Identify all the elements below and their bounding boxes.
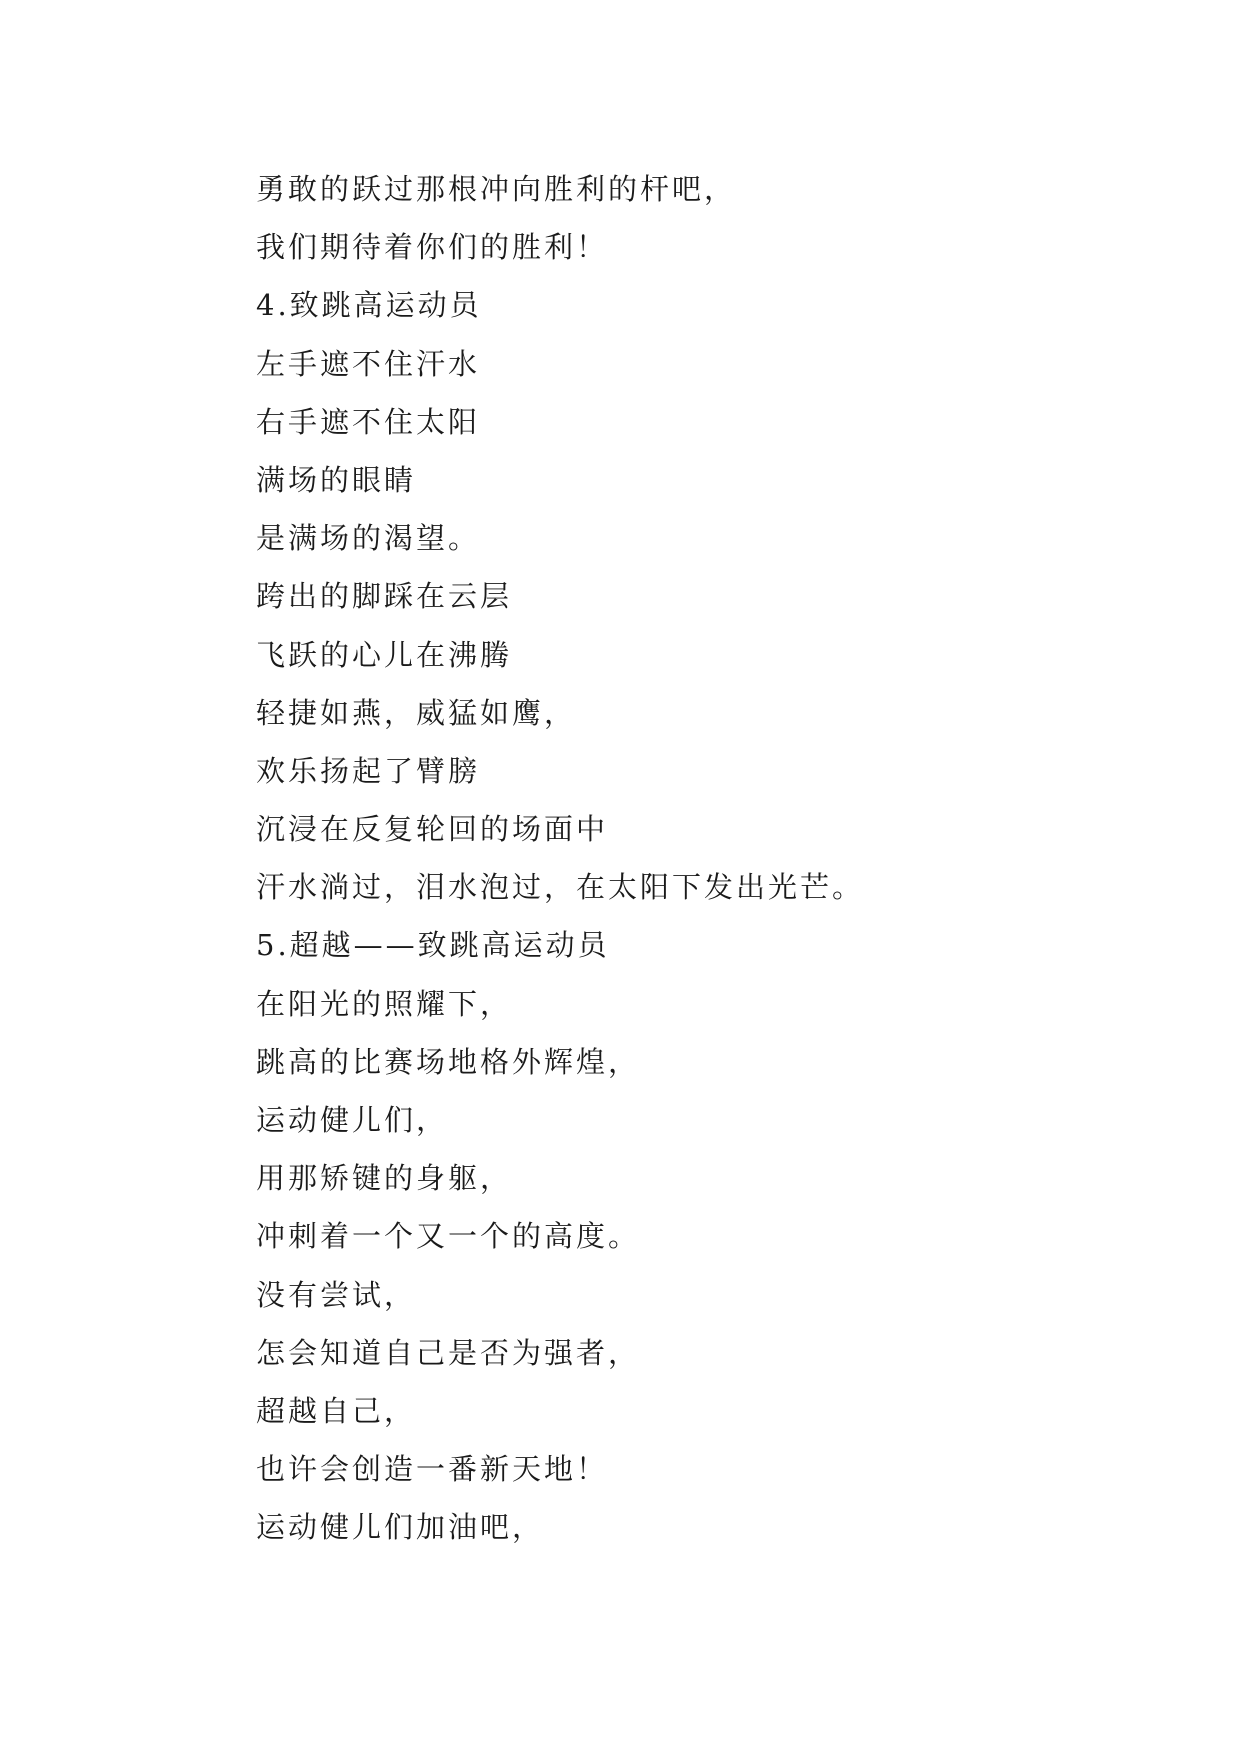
text-line: 汗水淌过，泪水泡过，在太阳下发出光芒。 [256,870,865,905]
text-line: 也许会创造一番新天地！ [256,1452,609,1487]
text-line: 跨出的脚踩在云层 [256,579,513,614]
text-line: 是满场的渴望。 [256,521,481,556]
text-line: 没有尝试， [256,1277,417,1312]
text-line: 右手遮不住太阳 [256,404,481,439]
text-line: 飞跃的心儿在沸腾 [256,637,513,672]
text-line: 左手遮不住汗水 [256,346,481,381]
text-line: 用那矫键的身躯， [256,1161,513,1196]
text-line: 满场的眼睛 [256,462,417,497]
text-line: 在阳光的照耀下， [256,986,513,1021]
text-line: 超越自己， [256,1393,417,1428]
text-line: 轻捷如燕，威猛如鹰， [256,695,577,730]
poem-text [256,160,1156,1557]
section-heading: 4.致跳高运动员 [256,288,482,323]
text-line: 运动健儿们加油吧， [256,1510,545,1545]
text-line: 勇敢的跃过那根冲向胜利的杆吧， [256,172,737,206]
text-line: 跳高的比赛场地格外辉煌， [256,1044,641,1079]
text-line: 欢乐扬起了臂膀 [256,753,481,788]
text-line: 沉浸在反复轮回的场面中 [256,812,609,847]
text-line: 怎会知道自己是否为强者， [256,1335,641,1370]
section-heading: 5.超越——致跳高运动员 [256,928,610,963]
text-line: 我们期待着你们的胜利！ [256,230,609,265]
text-line: 运动健儿们， [256,1103,449,1137]
text-line: 冲刺着一个又一个的高度。 [256,1219,641,1254]
